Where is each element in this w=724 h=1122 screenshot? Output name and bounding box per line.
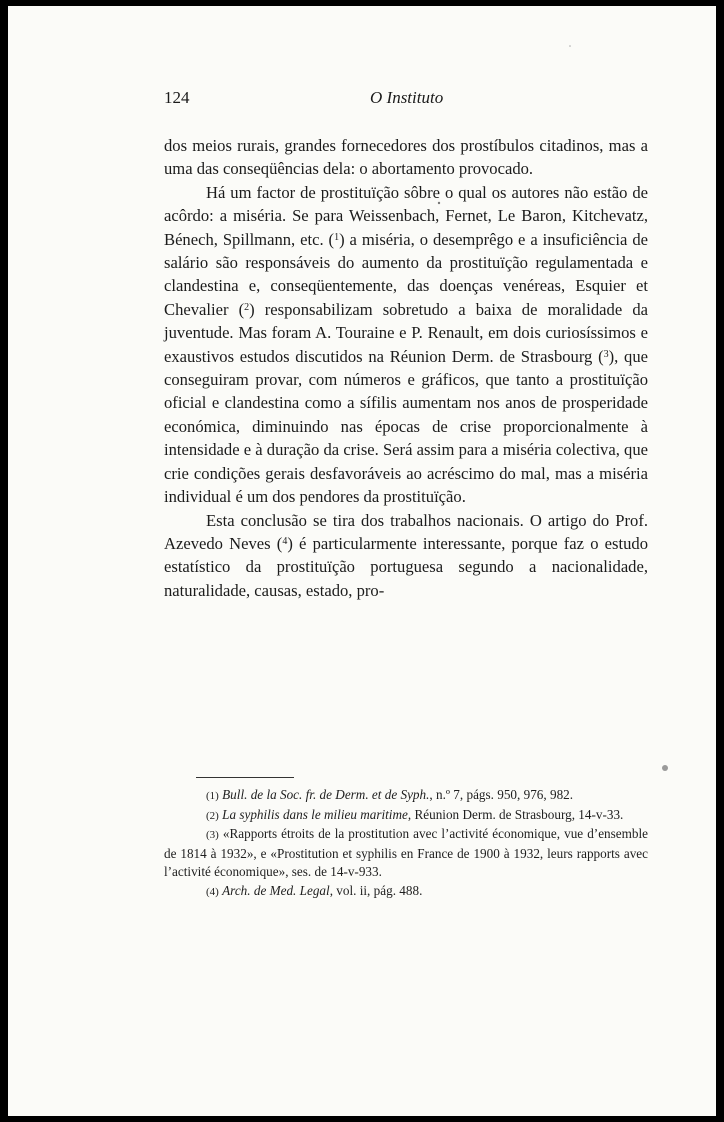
footnote-marker: (2) <box>206 809 219 822</box>
italic-text: La syphilis dans le milieu maritime <box>222 806 408 822</box>
text-run: dos meios rurais, grandes fornecedores dos prostíbulos citadinos, mas a uma das conseqüências dela: o abortamento provocado. <box>164 136 648 179</box>
text-run: , n.º 7, págs. 950, 976, 982. <box>429 787 574 802</box>
speck <box>569 45 571 47</box>
text-run: , vol. ii, pág. 488. <box>329 882 423 898</box>
speck <box>438 202 440 204</box>
italic-text: Bull. de la Soc. fr. de Derm. et de Syph. <box>222 787 430 802</box>
text-run: ) responsabilizam sobretudo a baixa de moralidade da juventude. Mas foram A. Touraine e P. Renault, em dois curiosíssimos e exaustivos estudos discutidos na Réunion Derm. de Strasbourg ( <box>164 299 648 366</box>
text-run: «Rapports étroits de la prostitution avec l’activité économique, vue d’ensemble de 1814 à 1932», e «Prostitution et syphilis en France de 1900 à 1932, leurs rapports avec l’activité économique», ses. de 14-v-933. <box>164 826 648 880</box>
book-page <box>8 6 716 1116</box>
running-title: O Instituto <box>370 88 444 107</box>
footnote-reference: 4 <box>282 535 288 547</box>
footnote-reference: 1 <box>334 231 340 243</box>
text-run: , Réunion Derm. de Strasbourg, 14-v-33. <box>407 806 624 822</box>
footnote-marker: (1) <box>206 790 219 802</box>
text-run: ), que conseguiram provar, com números e gráficos, que tanto a prostituïção oficial e clandestina como a sífilis aumentam nos anos de prosperidade económica, diminuindo nas épocas de crise proporcionalmente à intensidade e à duração da crise. Será assim para a miséria colectiva, que crie condições gerais desfavoráveis ao acréscimo do mal, mas a miséria individual é um dos pendores da prostituïção. <box>164 346 648 507</box>
speck <box>662 765 668 771</box>
footnote-reference: 2 <box>244 301 250 313</box>
text-run: Há um factor de prostituïção sôbre o qual os autores não estão de acôrdo: a miséria. Se para Weissenbach, Fernet, Le Baron, Kitchevatz, Bénech, Spillmann, etc. ( <box>164 182 648 249</box>
footnote-marker: (4) <box>206 885 219 898</box>
page-number: 124 <box>164 88 190 107</box>
text-run: Esta conclusão se tira dos trabalhos nacionais. O artigo do Prof. Azevedo Neves ( <box>164 510 648 553</box>
paper-specks <box>8 6 716 1116</box>
footnote-reference: 3 <box>603 348 609 360</box>
italic-text: Arch. de Med. Legal <box>222 882 330 898</box>
footnote-marker: (3) <box>206 829 219 842</box>
text-run: ) é particularmente interessante, porque faz o estudo estatístico da prostituïção portuguesa segundo a nacionalidade, naturalidade, causas, estado, pro- <box>164 533 648 600</box>
text-run: ) a miséria, o desemprêgo e a insuficiência de salário são responsáveis do aumento da prostituïção regulamentada e clandestina e, conseqüentemente, das doenças venéreas, Esquier et Chevalier ( <box>164 229 648 319</box>
